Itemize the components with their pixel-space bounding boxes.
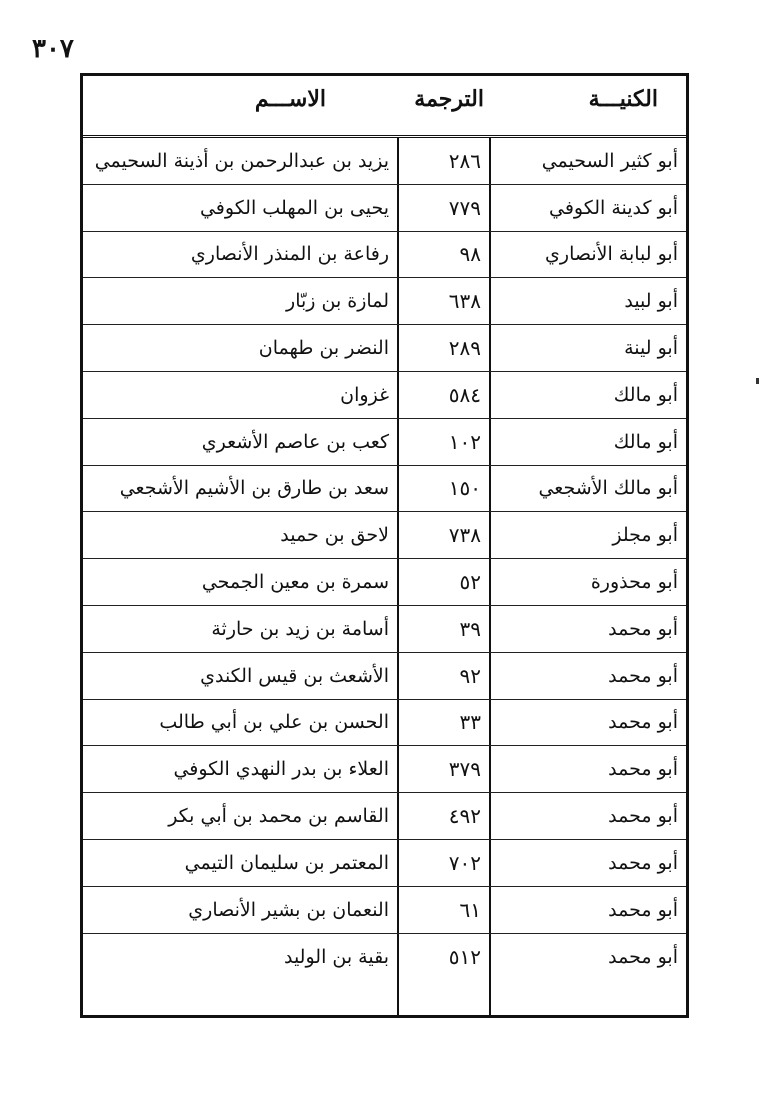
- name-cell: لاحق بن حميد: [280, 524, 389, 547]
- name-cell: لمازة بن زبّار: [286, 290, 389, 313]
- name-cell: المعتمر بن سليمان التيمي: [184, 851, 389, 874]
- tarjama-number-cell: ٥٨٤: [448, 382, 481, 407]
- table-row: [83, 606, 686, 653]
- table-row: [83, 232, 686, 279]
- table-header: [83, 76, 686, 138]
- name-cell: أسامة بن زيد بن حارثة: [211, 617, 389, 640]
- tarjama-number-cell: ١٠٢: [448, 429, 481, 454]
- table-row: [83, 559, 686, 606]
- name-cell: سمرة بن معين الجمحي: [201, 571, 389, 594]
- kunya-cell: أبو مالك الأشجعي: [538, 477, 678, 500]
- kunya-cell: أبو محمد: [608, 711, 678, 734]
- tarjama-number-cell: ٥١٢: [448, 944, 481, 969]
- table-row: [83, 185, 686, 232]
- name-cell: بقية بن الوليد: [283, 945, 389, 968]
- kunya-cell: أبو محمد: [608, 758, 678, 781]
- table-row: [83, 278, 686, 325]
- name-cell: رفاعة بن المنذر الأنصاري: [190, 243, 389, 266]
- table-row: [83, 138, 686, 185]
- tarjama-number-cell: ٦٣٨: [448, 289, 481, 314]
- table-row: [83, 840, 686, 887]
- table-row: [83, 466, 686, 513]
- tarjama-number-cell: ٦١: [459, 897, 481, 922]
- kunya-cell: أبو محمد: [608, 851, 678, 874]
- table-row: [83, 653, 686, 700]
- name-cell: العلاء بن بدر النهدي الكوفي: [173, 758, 389, 781]
- kunya-cell: أبو محذورة: [590, 571, 678, 594]
- table-row: [83, 887, 686, 934]
- table-row: [83, 325, 686, 372]
- tarjama-number-cell: ٢٨٦: [448, 148, 481, 173]
- index-table: [80, 73, 689, 1018]
- name-cell: النعمان بن بشير الأنصاري: [188, 898, 389, 921]
- tarjama-number-cell: ٧٧٩: [448, 195, 481, 220]
- table-body: [83, 138, 686, 980]
- name-cell: النضر بن طهمان: [258, 337, 389, 360]
- kunya-cell: أبو لبيد: [624, 290, 678, 313]
- kunya-cell: أبو مالك: [613, 383, 678, 406]
- kunya-cell: أبو لينة: [624, 337, 678, 360]
- name-cell: غزوان: [340, 383, 389, 406]
- tarjama-number-cell: ٩٨: [459, 242, 481, 267]
- name-cell: الحسن بن علي بن أبي طالب: [159, 711, 389, 734]
- kunya-cell: أبو محمد: [608, 805, 678, 828]
- table-row: [83, 746, 686, 793]
- name-cell: القاسم بن محمد بن أبي بكر: [168, 805, 389, 828]
- tarjama-number-cell: ٥٢: [459, 570, 481, 595]
- kunya-cell: أبو محمد: [608, 617, 678, 640]
- tarjama-number-cell: ٧٠٢: [448, 850, 481, 875]
- tarjama-number-cell: ١٥٠: [448, 476, 481, 501]
- kunya-cell: أبو محمد: [608, 664, 678, 687]
- table-row: [83, 512, 686, 559]
- tarjama-number-cell: ٧٣٨: [448, 523, 481, 548]
- kunya-cell: أبو محمد: [608, 945, 678, 968]
- page-number: ٣٠٧: [32, 34, 74, 64]
- table-row: [83, 419, 686, 466]
- kunya-cell: أبو لبابة الأنصاري: [545, 243, 678, 266]
- table-row: [83, 934, 686, 981]
- name-cell: الأشعث بن قيس الكندي: [200, 664, 389, 687]
- table-row: [83, 372, 686, 419]
- kunya-cell: أبو كدينة الكوفي: [549, 196, 678, 219]
- name-cell: يحيى بن المهلب الكوفي: [199, 196, 389, 219]
- kunya-cell: أبو مجلز: [612, 524, 678, 547]
- name-cell: سعد بن طارق بن الأشيم الأشجعي: [119, 477, 389, 500]
- tarjama-number-cell: ٣٣: [459, 710, 481, 735]
- name-cell: كعب بن عاصم الأشعري: [201, 430, 389, 453]
- name-cell: يزيد بن عبدالرحمن بن أذينة السحيمي: [94, 149, 389, 172]
- tarjama-number-cell: ٩٢: [459, 663, 481, 688]
- table-row: [83, 700, 686, 747]
- header-kunya: الكنيـــة: [588, 86, 658, 112]
- tarjama-number-cell: ٣٩: [459, 616, 481, 641]
- header-ism: الاســـم: [254, 86, 326, 112]
- scan-mark: [756, 378, 759, 384]
- table-row: [83, 793, 686, 840]
- tarjama-number-cell: ٣٧٩: [448, 757, 481, 782]
- kunya-cell: أبو محمد: [608, 898, 678, 921]
- kunya-cell: أبو كثير السحيمي: [541, 149, 678, 172]
- tarjama-number-cell: ٤٩٢: [448, 804, 481, 829]
- kunya-cell: أبو مالك: [613, 430, 678, 453]
- tarjama-number-cell: ٢٨٩: [448, 336, 481, 361]
- header-tarjama: الترجمة: [414, 86, 484, 112]
